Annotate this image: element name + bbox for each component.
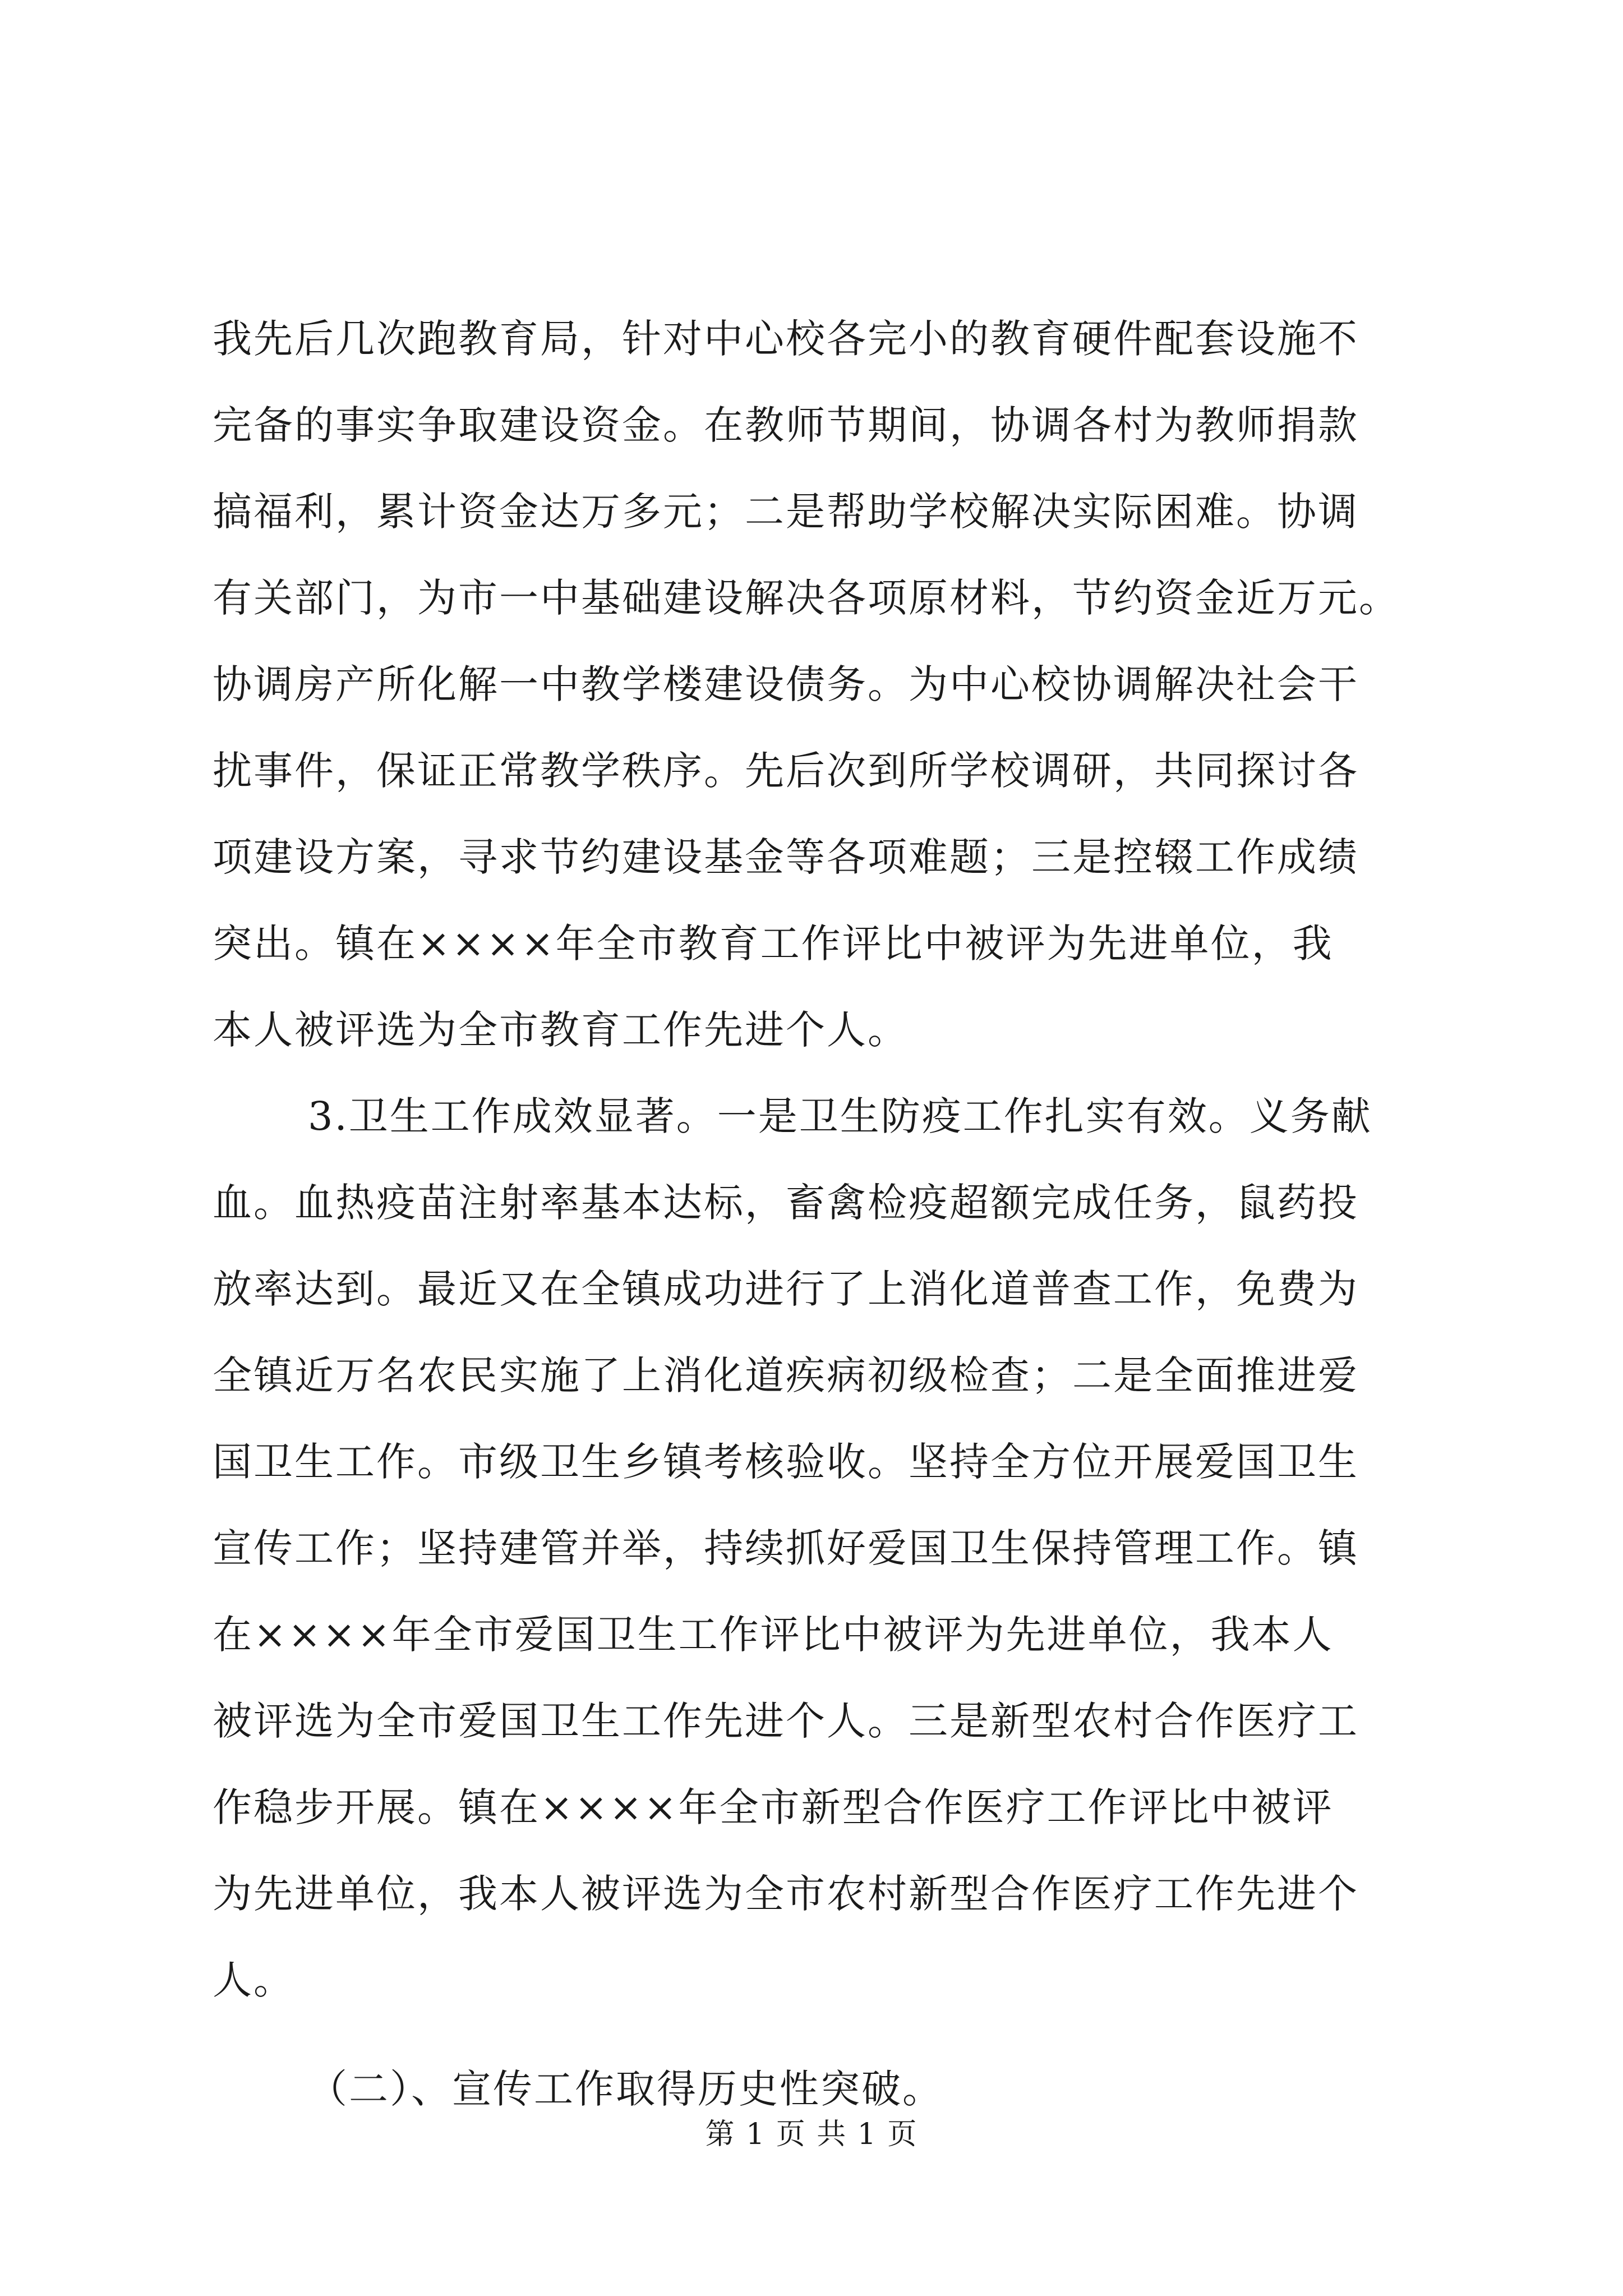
section-heading: （二）、宣传工作取得历史性突破。: [308, 2066, 943, 2112]
text-line: 血。血热疫苗注射率基本达标，畜禽检疫超额完成任务，鼠药投: [213, 1180, 1359, 1226]
text-line: 完备的事实争取建设资金。在教师节期间，协调各村为教师捐款: [213, 402, 1359, 448]
text-line: 有关部门，为市一中基础建设解决各项原材料，节约资金近万元。: [213, 575, 1400, 621]
text-line: 突出。镇在××××年全市教育工作评比中被评为先进单位，我: [213, 921, 1334, 967]
text-line: 为先进单位，我本人被评选为全市农村新型合作医疗工作先进个: [213, 1871, 1359, 1917]
text-line: 国卫生工作。市级卫生乡镇考核验收。坚持全方位开展爱国卫生: [213, 1439, 1359, 1485]
text-line: 本人被评选为全市教育工作先进个人。: [213, 1007, 909, 1053]
text-line: 我先后几次跑教育局，针对中心校各完小的教育硬件配套设施不: [213, 316, 1359, 362]
page-number-footer: 第 1 页 共 1 页: [705, 2118, 918, 2151]
text-line: 人。: [213, 1957, 294, 2003]
text-line: 项建设方案，寻求节约建设基金等各项难题；三是控辍工作成绩: [213, 834, 1359, 880]
text-line: 全镇近万名农民实施了上消化道疾病初级检查；二是全面推进爱: [213, 1352, 1359, 1398]
text-line: 宣传工作；坚持建管并举，持续抓好爱国卫生保持管理工作。镇: [213, 1525, 1359, 1571]
paragraph-education: [213, 296, 1430, 1073]
text-line: 协调房产所化解一中教学楼建设债务。为中心校协调解决社会干: [213, 661, 1359, 707]
text-line: 搞福利，累计资金达万多元；二是帮助学校解决实际困难。协调: [213, 489, 1359, 535]
paragraph-health: [213, 1073, 1430, 2023]
text-line: 在××××年全市爱国卫生工作评比中被评为先进单位，我本人: [213, 1612, 1334, 1658]
body-text: [213, 296, 1430, 2132]
text-line: 作稳步开展。镇在××××年全市新型合作医疗工作评比中被评: [213, 1784, 1334, 1830]
text-line: 放率达到。最近又在全镇成功进行了上消化道普查工作，免费为: [213, 1266, 1359, 1312]
text-line: 3.卫生工作成效显著。一是卫生防疫工作扎实有效。义务献: [308, 1093, 1372, 1139]
text-line: 被评选为全市爱国卫生工作先进个人。三是新型农村合作医疗工: [213, 1698, 1359, 1744]
text-line: 扰事件，保证正常教学秩序。先后次到所学校调研，共同探讨各: [213, 748, 1359, 794]
